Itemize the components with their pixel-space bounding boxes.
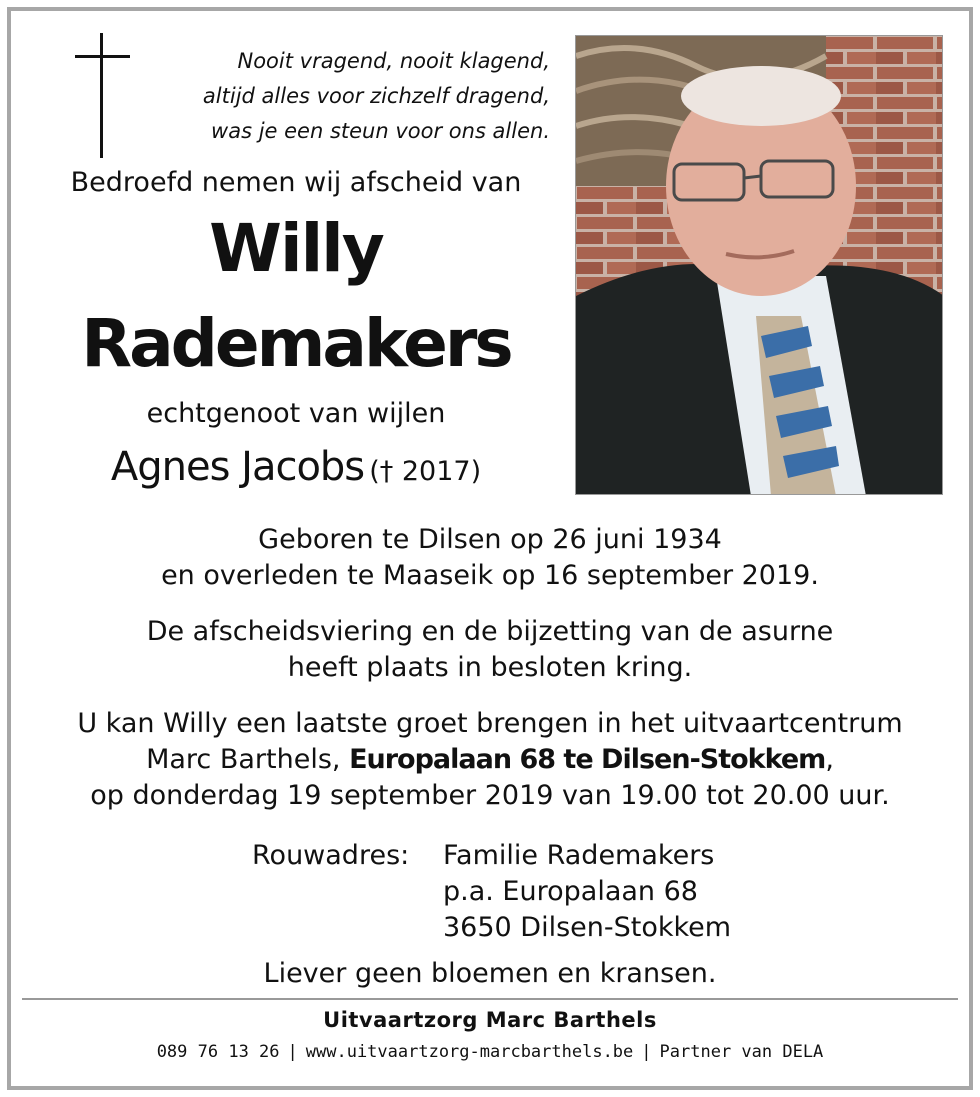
footer-contact xyxy=(0,1042,980,1062)
address-line: 3650 Dilsen-Stokkem xyxy=(443,912,732,943)
footer-divider xyxy=(22,998,958,1000)
poem-line: altijd alles voor zichzelf dragend, xyxy=(202,84,550,108)
deceased-last-name: Rademakers xyxy=(81,305,511,382)
address-lines xyxy=(443,838,731,946)
poem-line: Nooit vragend, nooit klagend, xyxy=(237,49,550,73)
death-line: en overleden te Maaseik op 16 september 2019. xyxy=(161,560,819,591)
visitation-line xyxy=(20,742,960,778)
visitation-venue: Marc Barthels, xyxy=(146,744,350,775)
birth-death-block xyxy=(20,522,960,594)
address-line: p.a. Europalaan 68 xyxy=(443,876,698,907)
address-line: Familie Rademakers xyxy=(443,840,715,871)
portrait-illustration xyxy=(576,36,943,495)
partner-text: Partner van DELA xyxy=(659,1042,824,1062)
visitation-comma: , xyxy=(825,744,834,775)
deceased-first-name: Willy xyxy=(209,210,383,287)
intro-text: Bedroefd nemen wij afscheid van xyxy=(70,167,522,198)
poem-line: was je een steun voor ons allen. xyxy=(211,119,550,143)
visitation-block xyxy=(20,706,960,814)
spouse-name: Agnes Jacobs xyxy=(110,444,365,490)
ceremony-line: De afscheidsviering en de bijzetting van de asurne xyxy=(146,616,834,647)
separator: | xyxy=(287,1042,298,1062)
portrait-photo xyxy=(575,35,943,495)
spouse-line xyxy=(0,444,592,490)
poem xyxy=(130,44,550,149)
ceremony-line: heeft plaats in besloten kring. xyxy=(287,652,693,683)
spouse-death-year: († 2017) xyxy=(369,456,482,487)
phone-number: 089 76 13 26 xyxy=(156,1042,280,1062)
ceremony-block xyxy=(20,614,960,686)
visitation-line: U kan Willy een laatste groet brengen in het uitvaartcentrum xyxy=(77,708,903,739)
visitation-address: Europalaan 68 te Dilsen-Stokkem xyxy=(349,744,826,775)
separator: | xyxy=(641,1042,652,1062)
visitation-line: op donderdag 19 september 2019 van 19.00 tot 20.00 uur. xyxy=(90,780,890,811)
birth-line: Geboren te Dilsen op 26 juni 1934 xyxy=(258,524,722,555)
address-label: Rouwadres: xyxy=(252,840,410,871)
closing-note: Liever geen bloemen en kransen. xyxy=(263,958,717,989)
website-link[interactable]: www.uitvaartzorg-marcbarthels.be xyxy=(305,1042,634,1062)
funeral-company: Uitvaartzorg Marc Barthels xyxy=(323,1008,657,1032)
spouse-label: echtgenoot van wijlen xyxy=(146,398,446,429)
